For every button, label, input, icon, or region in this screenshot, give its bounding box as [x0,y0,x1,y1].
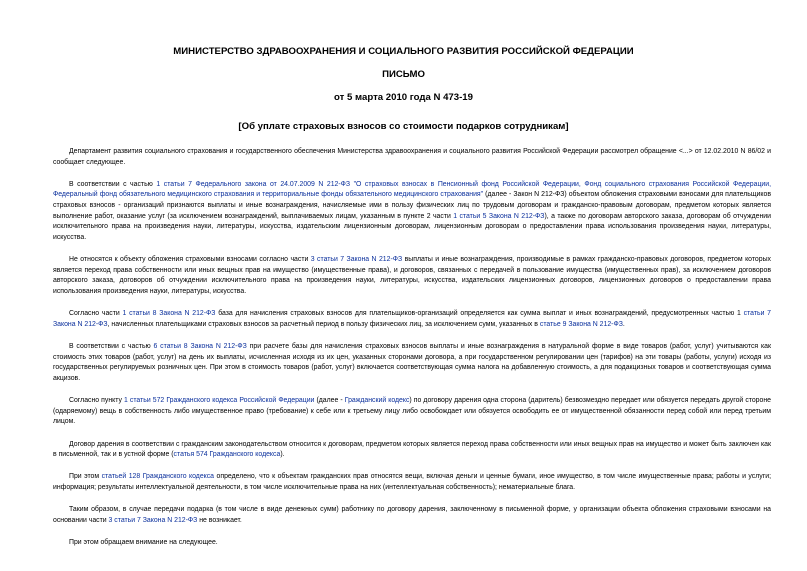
text-run: Не относятся к объекту обложения страховыми взносами согласно части [69,256,311,264]
document-body [53,148,771,561]
text-run: Согласно части [69,310,123,318]
text-run: Таким образом, в случае передачи подарка (в том числе в виде денежных сумм) работнику по договору дарения, заключенному в письменной форме, у организации объекта обложения страховыми взносами на основании части [53,506,771,524]
document-subject: [Об уплате страховых взносов со стоимости подарков сотрудникам] [238,121,569,132]
text-run: Департамент развития социального страхования и государственного обеспечения Министерства здравоохранения и социального развития Российской Федерации рассмотрел обращение <...> от 12.02.2010 N 86/02 и сообщает следующее. [53,148,771,166]
text-run: Договор дарения в соответствии с гражданским законодательством относится к договорам, предметом которых является переход права собственности или иных вещных прав на имущество и может быть заключен как в письменной, так и в устной форме ( [53,440,771,459]
paragraph-2 [53,180,771,244]
text-run: При этом обращаем внимание на следующее. [69,539,218,547]
article-7-part-3-link-2[interactable]: 3 статьи 7 Закона N 212-ФЗ [108,516,198,524]
article-7-link[interactable]: статьи 7 Закона N 212-ФЗ [53,310,772,328]
text-run: выплаты и иные вознаграждения, производимые в рамках гражданско-правовых договоров, предметом которых является переход права собственности или иных вещных прав на имущество (имущественные права), и договоров, связанных с передачей в пользование имущества (имущественных прав), за исключением договоров авторского заказа, договоров об отчуждении исключительного права на произведения науки, литературы, искусства, издательских лицензионных договоров, лицензионных договоров о предоставлении права использования произведения науки, литературы, искусства. [53,256,771,295]
civil-code-article-574-link[interactable]: статья 574 Гражданского кодекса [173,451,281,459]
civil-code-article-128-link[interactable]: статьей 128 Гражданского кодекса [101,473,215,481]
text-run: определено, что к объектам гражданских прав относятся вещи, включая деньги и ценные бумаги, иное имущество, в том числе имущественные права; работы и услуги; информация; результаты интеллектуальной деятельности, в том числе исключительные права на них (интеллектуальная собственность); нематериальные блага. [53,473,771,492]
text-run: при расчете базы для начисления страховых взносов выплаты и иные вознаграждения в натуральной форме в виде товаров (работ, услуг) учитываются как стоимость этих товаров (работ, услуг) на день их выплаты, исчисленная исходя из их цен, указанных сторонами договора, а при государственном регулировании цен (тарифов) на эти товары (работы, услуги) исходя из государственных регулируемых розничных цен. При этом в стоимость товаров (работ, услуг) включается соответствующая сумма налога на добавленную стоимость, а для подакцизных товаров и соответствующая сумма акцизов. [53,343,771,382]
text-run: Согласно пункту [69,397,124,405]
article-8-part-6-link[interactable]: 6 статьи 8 Закона N 212-ФЗ [153,343,247,351]
text-run: . [622,320,625,328]
text-run: , начисленных плательщиками страховых взносов за расчетный период в пользу физических лиц, за исключением сумм, указанных в [107,320,540,328]
paragraph-6 [53,396,771,428]
text-run: не возникает. [197,516,242,524]
document-type: ПИСЬМО [382,69,425,80]
paragraph-7 [53,440,771,461]
article-7-part-3-link[interactable]: 3 статьи 7 Закона N 212-ФЗ [310,256,403,264]
civil-code-article-572-link[interactable]: 1 статьи 572 Гражданского кодекса Российской Федерации [124,397,315,405]
article-5-link[interactable]: 1 статьи 5 Закона N 212-ФЗ [453,212,545,220]
article-8-part-1-link[interactable]: 1 статьи 8 Закона N 212-ФЗ [122,310,216,318]
text-run: ), а также по договорам авторского заказа, договорам об отчуждении исключительного права на произведения науки, литературы, искусства, издательским лицензионным договорам, лицензионным договорам о предоставлении права использования произведения науки, литературы, искусства. [53,212,771,241]
paragraph-4 [53,309,771,330]
text-run: (далее - Закон N 212-ФЗ) объектом обложения страховыми взносами для плательщиков страховых взносов - организаций признаются выплаты и иные вознаграждения, начисляемые ими в пользу физических лиц по трудовым договорам и гражданско-правовым договорам, предметом которых является выполнение работ, оказание услуг (за исключением вознаграждений, выплачиваемых лицам, указанным в пункте 2 части [53,191,771,220]
text-run: (далее - [314,397,345,405]
text-run: При этом [69,473,102,481]
text-run: В соответствии с частью [69,180,157,188]
paragraph-10 [53,538,771,549]
ministry-title: МИНИСТЕРСТВО ЗДРАВООХРАНЕНИЯ И СОЦИАЛЬНОГО РАЗВИТИЯ РОССИЙСКОЙ ФЕДЕРАЦИИ [173,46,634,57]
text-run: ). [280,451,285,459]
paragraph-5 [53,342,771,384]
paragraph-8 [53,472,771,493]
paragraph-1 [53,147,771,168]
paragraph-3 [53,255,771,297]
law-212fz-link[interactable]: 1 статьи 7 Федерального закона от 24.07.2009 N 212-ФЗ "О страховых взносах в Пенсионный фонд Российской Федерации, Фонд социального страхования Российской Федерации, Федеральный фонд обязательного медицинского страхования и территориальные фонды обязательного медицинского страхования" [53,180,771,199]
text-run: база для начисления страховых взносов для плательщиков-организаций определяется как сумма выплат и иных вознаграждений, предусмотренных частью 1 [215,310,744,318]
text-run: ) по договору дарения одна сторона (даритель) безвозмездно передает или обязуется передать другой стороне (одаряемому) вещь в собственность либо имущественное право (требование) к себе или к третьему лицу либо освобождает или обязуется освободить ее от имущественной обязанности перед собой или перед третьим лицом. [53,397,771,426]
document-date-number: от 5 марта 2010 года N 473-19 [334,92,473,103]
paragraph-9 [53,505,771,526]
article-9-link[interactable]: статье 9 Закона N 212-ФЗ [539,320,623,328]
civil-code-link[interactable]: Гражданский кодекс [344,397,410,405]
text-run: В соответствии с частью [69,343,154,351]
